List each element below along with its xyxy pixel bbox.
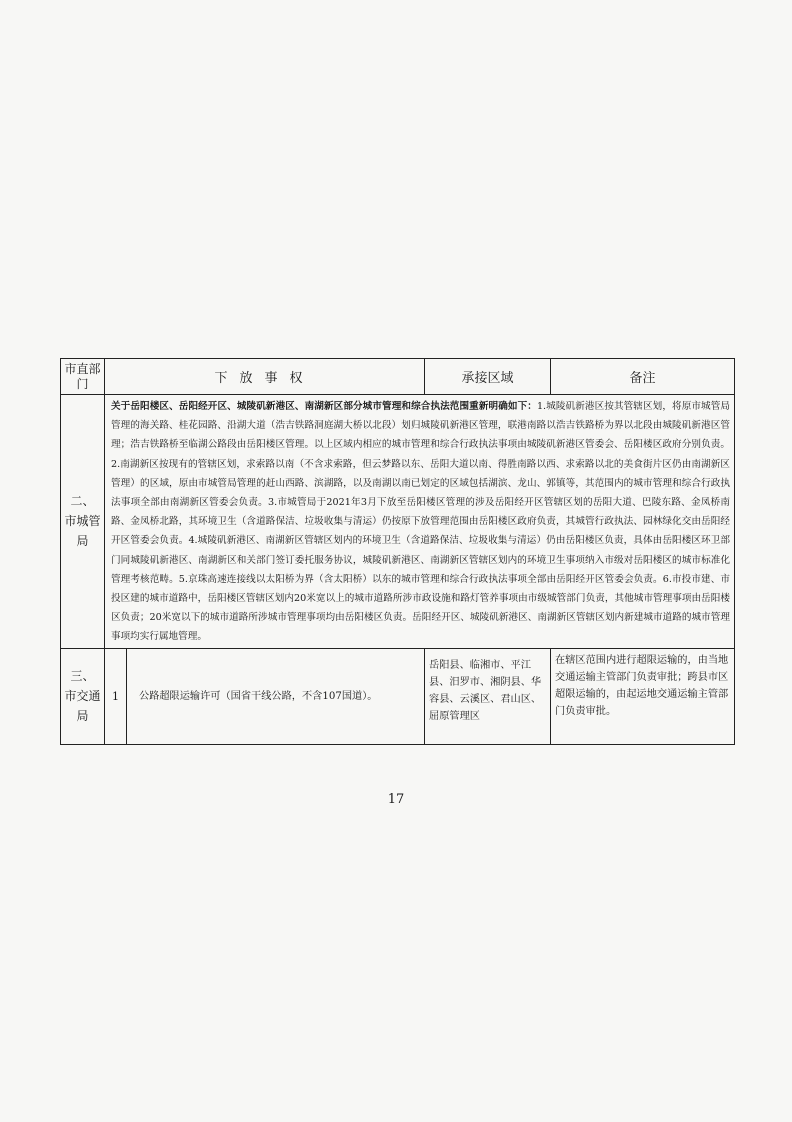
item-number: 1 [105,648,127,744]
content-body: 1.城陵矶新港区按其管辖区划，将原市城管局管理的海关路、桂花园路、沿湖大道（浩吉铁路洞庭湖大桥以北段）划归城陵矶新港区管理，联港南路以浩吉铁路桥为界以北段由城陵矶新港区管理；浩吉铁路桥至临湖公路段由岳阳楼区管理。以上区域内相应的城市管理和综合行政执法事项由城陵矶新港区管委会、岳阳楼区政府分别负责。2.南湖新区按现有的管辖区划，求索路以南（不含求索路，但云梦路以东、岳阳大道以南、得胜南路以西、求索路以北的美食街片区仍由南湖新区管理）的区域，原由市城管局管理的赶山西路、滨湖路，以及南湖以南已划定的区域包括湖滨、龙山、郭镇等，其范围内的城市管理和综合行政执法事项全部由南湖新区管委会负责。3.市城管局于2021年3月下放至岳阳楼区管理的涉及岳阳经开区管辖区划的岳阳大道、巴陵东路、金凤桥南路、金凤桥北路，其环境卫生（含道路保洁、垃圾收集与清运）仍按原下放管理范围由岳阳楼区政府负责，其城管行政执法、园林绿化交由岳阳经开区管委会负责。4.城陵矶新港区、南湖新区管辖区划内的环境卫生（含道路保洁、垃圾收集与清运）仍由岳阳楼区负责，具体由岳阳楼区环卫部门同城陵矶新港区、南湖新区和关部门签订委托服务协议，城陵矶新港区、南湖新区管辖区划内的环境卫生事项纳入市级对岳阳楼区的城市标准化管理考核范畴。5.京珠高速连接线以太阳桥为界（含太阳桥）以东的城市管理和综合行政执法事项全部由岳阳经开区管委会负责。6.市投市建、市投区建的城市道路中，岳阳楼区管辖区划内20米宽以上的城市道路所涉市政设施和路灯管养事项由市级城管部门负责，其他城市管理事项由岳阳楼区负责；20米宽以下的城市道路所涉城市管理事项均由岳阳楼区负责。岳阳经开区、城陵矶新港区、南湖新区管辖区划内新建城市道路的城市管理事项均实行属地管理。 [111,401,731,643]
header-dept: 市直部门 [61,359,105,395]
table-row [61,395,735,649]
dept-cell-transport [61,648,105,744]
header-matter: 下放事权 [105,359,425,395]
dept-cell-urban-management [61,395,105,649]
item-remark: 在辖区范围内进行超限运输的，由当地交通运输主管部门负责审批；跨县市区超限运输的，由起运地交通运输主管部门负责审批。 [551,648,735,744]
dept-name: 市城管局 [64,514,101,549]
table-header-row [61,359,735,395]
item-matter: 公路超限运输许可（国省干线公路，不含107国道）。 [127,648,425,744]
bold-intro: 关于岳阳楼区、岳阳经开区、城陵矶新港区、南湖新区部分城市管理和综合执法范围重新明确如下： [111,401,537,412]
urban-management-content [105,395,735,649]
dept-name: 市交通局 [64,689,101,724]
table-row [61,648,735,744]
dept-number: 三、 [70,669,95,684]
dept-number: 二、 [70,494,95,509]
page-number: 17 [387,792,405,807]
delegation-table [60,358,735,745]
item-region: 岳阳县、临湘市、平江县、汨罗市、湘阴县、华容县、云溪区、君山区、屈原管理区 [425,648,551,744]
header-remark: 备注 [551,359,735,395]
header-region: 承接区域 [425,359,551,395]
